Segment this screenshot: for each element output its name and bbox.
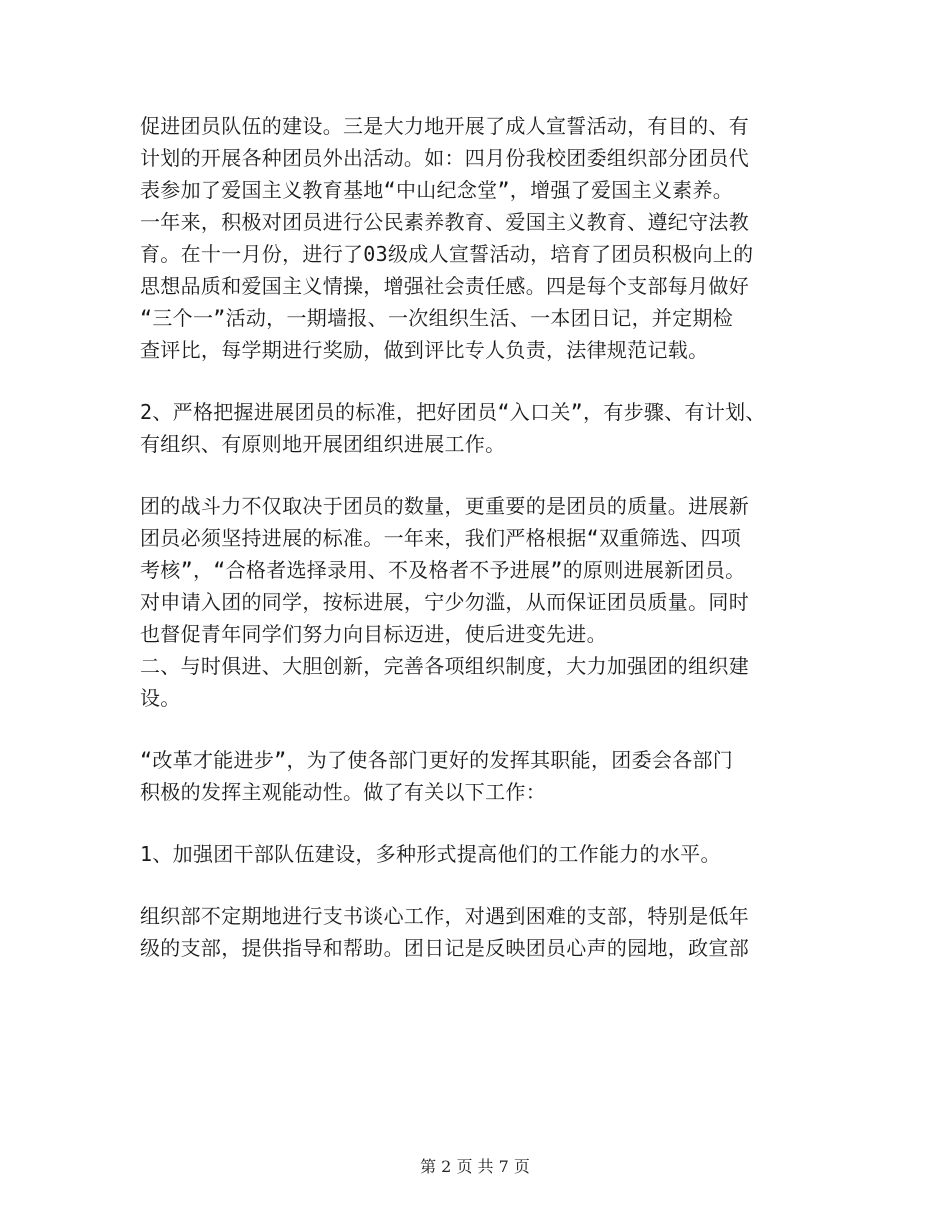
text-line: 对申请入团的同学，按标进展，宁少勿滥，从而保证团员质量。同时 (140, 590, 749, 614)
paragraph-spacer (140, 808, 820, 838)
page-number-footer: 第 2 页 共 7 页 (420, 1157, 530, 1176)
paragraph-spacer (140, 460, 820, 490)
text-line: 级的支部，提供指导和帮助。团日记是反映团员心声的园地，政宣部 (140, 936, 749, 960)
text-line: 也督促青年同学们努力向目标迈进，使后进变先进。 (140, 622, 607, 646)
text-line: 表参加了爱国主义教育基地“中山纪念堂”，增强了爱国主义素养。 (140, 178, 734, 202)
paragraph-3 (140, 490, 820, 714)
text-line: 有组织、有原则地开展团组织进展工作。 (140, 432, 506, 456)
paragraph-2 (140, 396, 820, 460)
paragraph-spacer (140, 366, 820, 396)
text-line: 思想品质和爱国主义情操，增强社会责任感。四是每个支部每月做好 (140, 274, 749, 298)
paragraph-5 (140, 838, 820, 870)
text-line: 二、与时俱进、大胆创新，完善各项组织制度，大力加强团的组织建 (140, 654, 749, 678)
text-line: 组织部不定期地进行支书谈心工作，对遇到困难的支部，特别是低年 (140, 904, 749, 928)
text-line: 考核”，“合格者选择录用、不及格者不予进展”的原则进展新团员。 (140, 558, 746, 582)
text-line: 一年来，积极对团员进行公民素养教育、爱国主义教育、遵纪守法教 (140, 210, 749, 234)
text-line: 团的战斗力不仅取决于团员的数量，更重要的是团员的质量。进展新 (140, 494, 749, 518)
text-line: 团员必须坚持进展的标准。一年来，我们严格根据“双重筛选、四项 (140, 526, 742, 550)
text-line: “改革才能进步”，为了使各部门更好的发挥其职能，团委会各部门 (140, 748, 734, 772)
paragraph-spacer (140, 714, 820, 744)
text-line: 2、严格把握进展团员的标准，把好团员“入口关”，有步骤、有计划、 (140, 400, 766, 424)
paragraph-4 (140, 744, 820, 808)
text-line: 促进团员队伍的建设。三是大力地开展了成人宣誓活动，有目的、有 (140, 114, 749, 138)
paragraph-1 (140, 110, 820, 366)
text-line: 查评比，每学期进行奖励，做到评比专人负责，法律规范记载。 (140, 338, 709, 362)
text-line: “三个一”活动，一期墙报、一次组织生活、一本团日记，并定期检 (140, 306, 734, 330)
text-line: 育。在十一月份，进行了03级成人宣誓活动，培育了团员积极向上的 (140, 242, 754, 266)
paragraph-spacer (140, 870, 820, 900)
text-line: 设。 (140, 686, 181, 710)
text-line: 计划的开展各种团员外出活动。如：四月份我校团委组织部分团员代 (140, 146, 749, 170)
text-line: 积极的发挥主观能动性。做了有关以下工作： (140, 780, 546, 804)
text-line: 1、加强团干部队伍建设，多种形式提高他们的工作能力的水平。 (140, 842, 721, 866)
document-body (140, 110, 820, 964)
paragraph-6 (140, 900, 820, 964)
